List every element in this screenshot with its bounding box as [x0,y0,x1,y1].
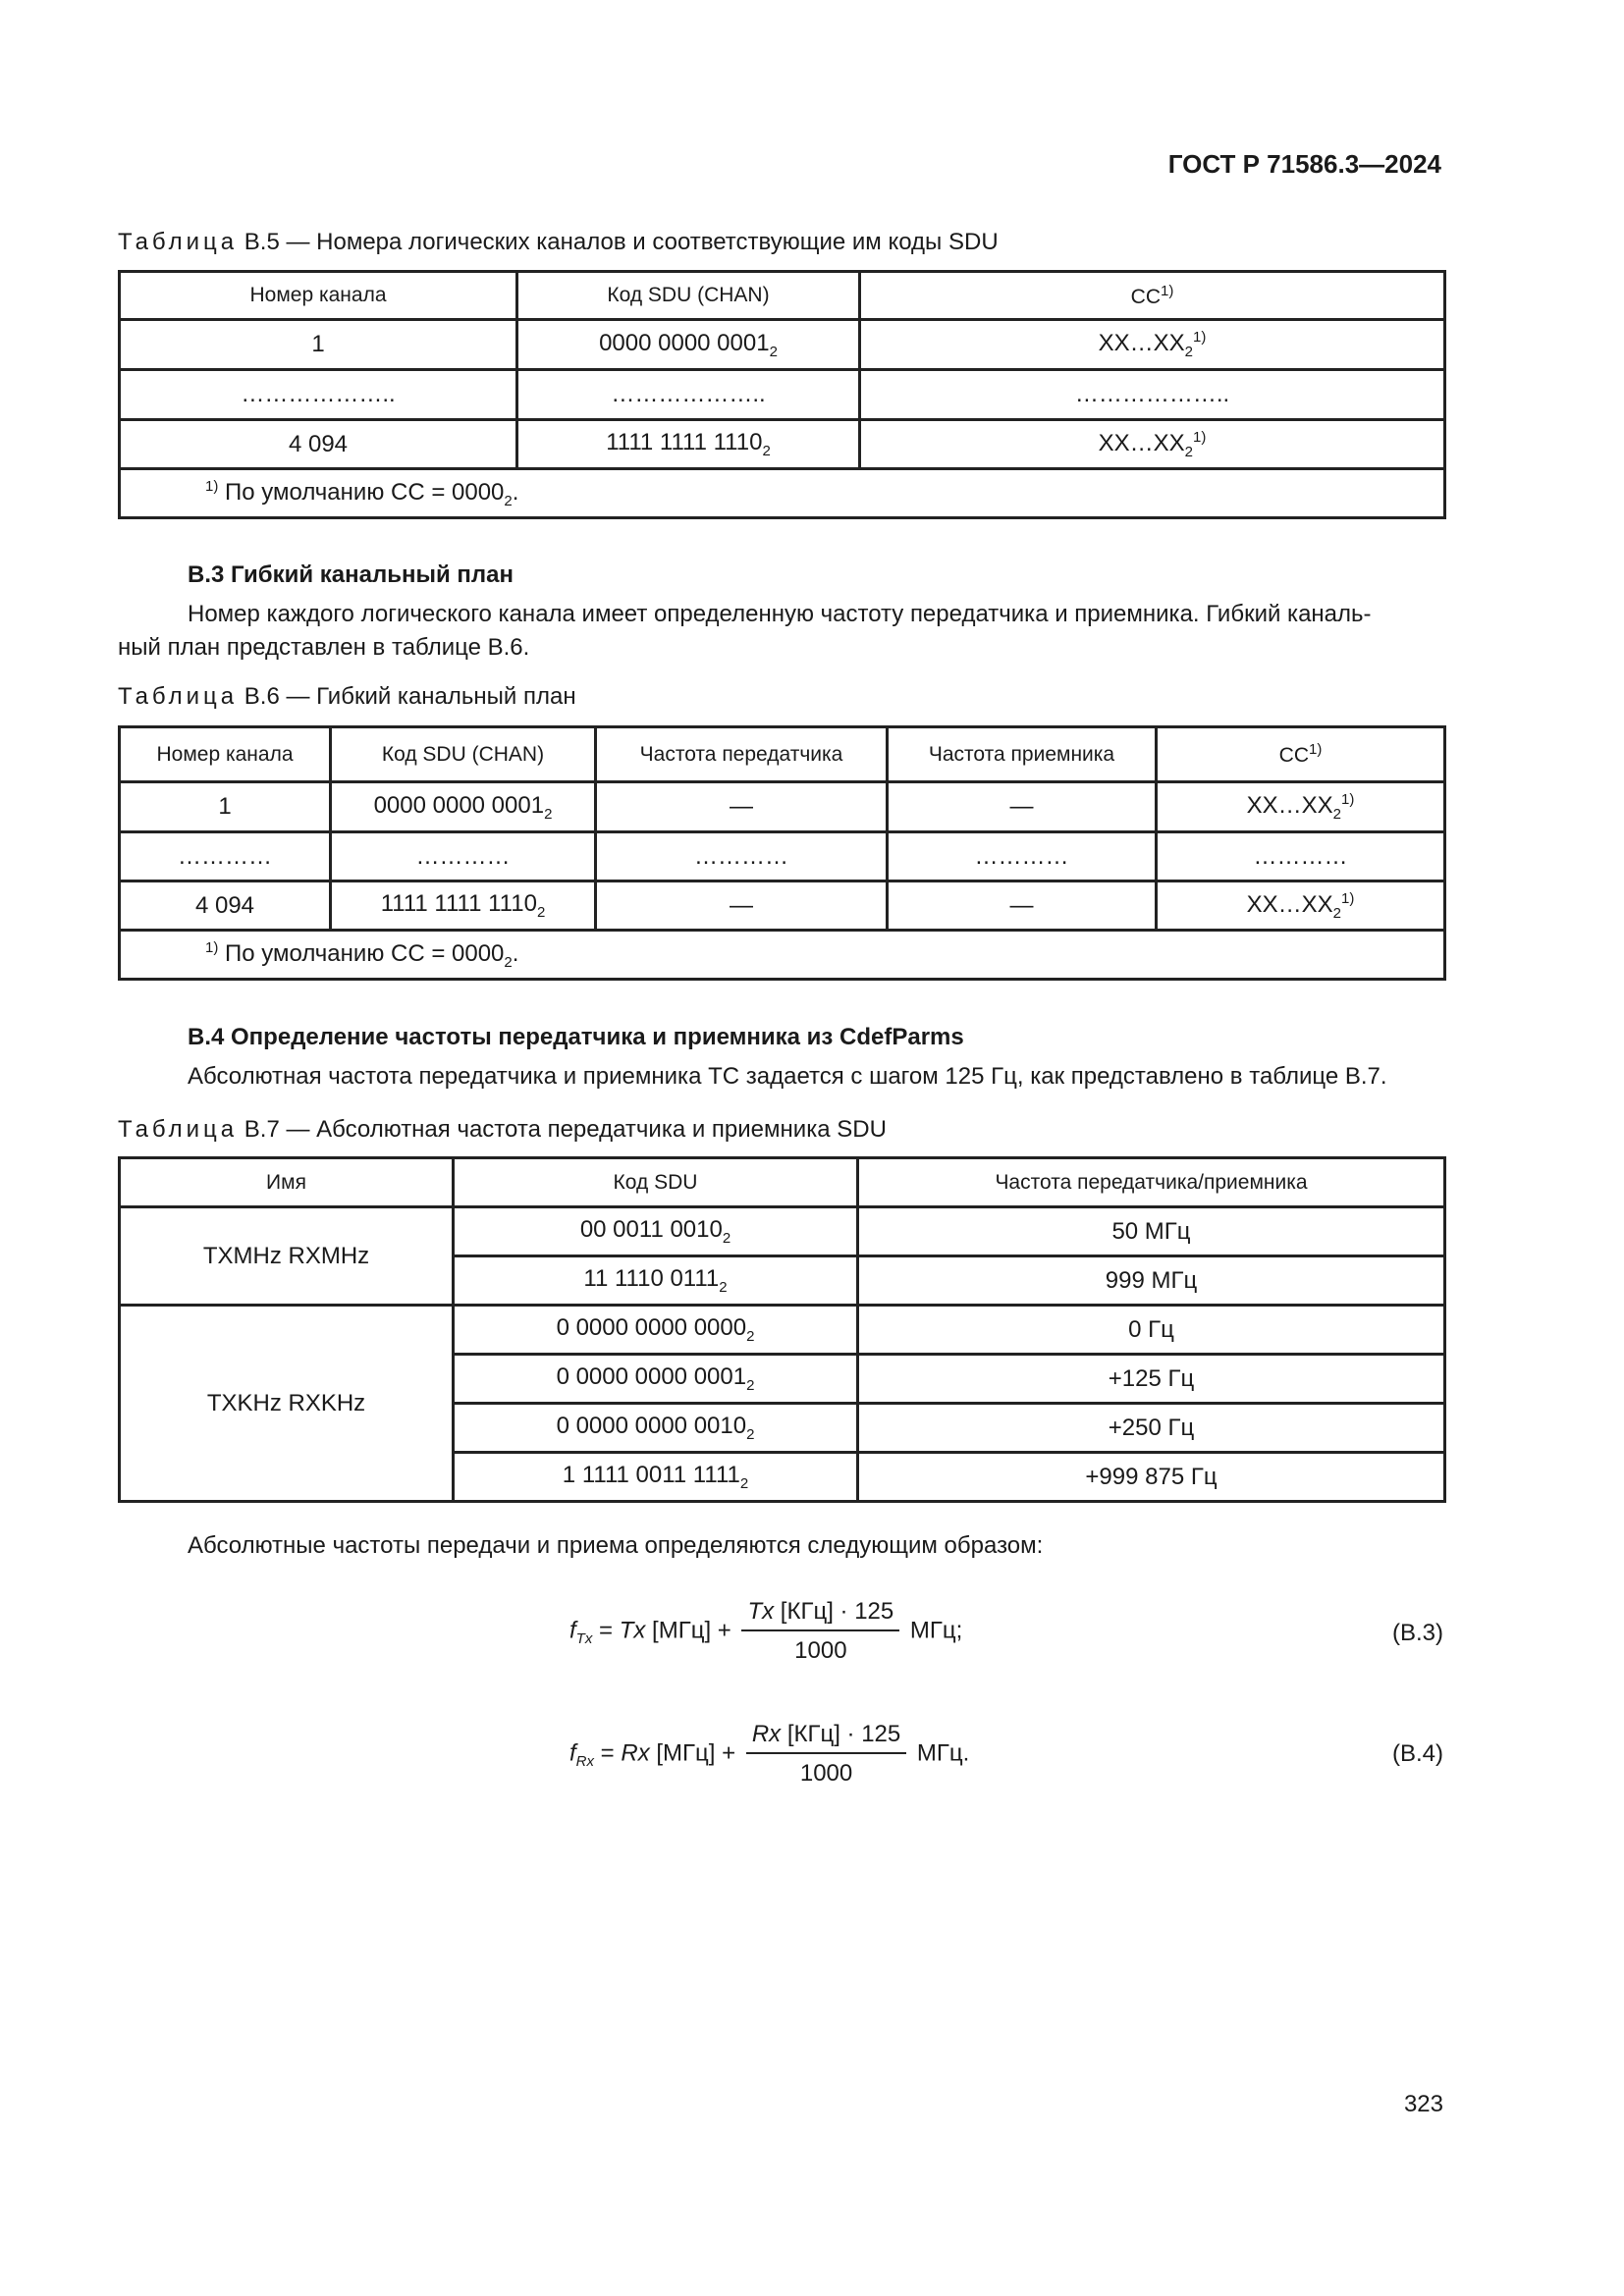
section-title-b4: В.4 Определение частоты передатчика и приемника из CdefParms [188,1024,964,1050]
header-cell: Код SDU [454,1158,858,1207]
tx-freq-cell: — [596,881,888,931]
freq-cell: +250 Гц [858,1404,1445,1453]
equation-number: (В.3) [1391,1620,1443,1646]
table-b7 [118,1156,1446,1503]
channel-cell: 1 [120,782,331,832]
code-cell: 00 0011 $0010_2$ [454,1207,858,1256]
table-header-row [120,727,1445,782]
table-note-row [120,931,1445,980]
table-row [120,1306,1445,1355]
table-note-row [120,469,1445,518]
code-cell: ………… [331,832,596,881]
cc-cell: $XX\dots XX_2^{1)}$ [860,320,1445,370]
fraction: $\frac{\text{Rx [КГц] · 125}}{1000}$ [746,1721,906,1788]
header-cell: Номер канала [120,272,517,320]
table-note: $^{1)}$ По умолчанию CC = $0000_2$. [120,469,1445,518]
table-b6-caption [118,683,576,711]
code-cell: 0 0000 0000 $0001_2$ [454,1355,858,1404]
header-cell: Код SDU (CHAN) [517,272,860,320]
table-row [120,320,1445,370]
formula-b4: $f_{Rx} = Rx$ [МГц] + $\frac{\text{Rx [КГц] · 125}}{1000}$ МГц. [569,1721,970,1787]
header-cell: CC$^{1)}$ [860,272,1445,320]
rx-freq-cell: ………… [888,832,1157,881]
table-row [120,881,1445,931]
page-number: 323 [1403,2091,1443,2117]
code-cell: 0000 0000 $0001_2$ [331,782,596,832]
tx-freq-cell: — [596,782,888,832]
cc-cell: $XX\dots XX_2^{1)}$ [1157,881,1445,931]
cc-cell: ……………….. [860,370,1445,420]
header-cell: CC$^{1)}$ [1157,727,1445,782]
channel-cell: 4 094 [120,881,331,931]
equation-number: (В.4) [1391,1740,1443,1767]
header-cell: Частота приемника [888,727,1157,782]
closing-paragraph: Абсолютные частоты передачи и приема определяются следующим образом: [188,1532,1044,1559]
paragraph-line: ный план представлен в таблице В.6. [118,634,530,661]
code-cell: 0 0000 0000 $0000_2$ [454,1306,858,1355]
code-cell: 11 1110 $0111_2$ [454,1256,858,1306]
rx-freq-cell: — [888,881,1157,931]
fraction: $\frac{\text{Tx [КГц] · 125}}{1000}$ [741,1598,899,1665]
table-b7-caption [118,1116,887,1144]
freq-cell: 50 МГц [858,1207,1445,1256]
table-row [120,832,1445,881]
header-cell: Частота передатчика [596,727,888,782]
caption-text: В.7 — Абсолютная частота передатчика и приемника SDU [238,1116,887,1143]
code-cell: 0000 0000 $0001_2$ [517,320,860,370]
header-cell: Код SDU (CHAN) [331,727,596,782]
table-header-row [120,272,1445,320]
freq-cell: 999 МГц [858,1256,1445,1306]
table-row [120,1207,1445,1256]
cc-cell: ………… [1157,832,1445,881]
code-cell: ……………….. [517,370,860,420]
code-cell: 1111 1111 $1110_2$ [517,420,860,469]
paragraph-line: Номер каждого логического канала имеет определенную частоту передатчика и приемника. Гибкий каналь- [188,601,1372,627]
channel-cell: ……………….. [120,370,517,420]
freq-cell: +999 875 Гц [858,1453,1445,1502]
rx-freq-cell: — [888,782,1157,832]
tx-freq-cell: ………… [596,832,888,881]
channel-cell: ………… [120,832,331,881]
table-b5 [118,270,1446,519]
table-note: $^{1)}$ По умолчанию CC = $0000_2$. [120,931,1445,980]
cc-cell: $XX\dots XX_2^{1)}$ [1157,782,1445,832]
caption-text: В.5 — Номера логических каналов и соответствующие им коды SDU [238,229,999,255]
table-row [120,782,1445,832]
code-cell: 1111 1111 $1110_2$ [331,881,596,931]
section-title-b3: В.3 Гибкий канальный план [188,561,514,588]
name-cell: TXMHz RXMHz [120,1207,454,1306]
cc-cell: $XX\dots XX_2^{1)}$ [860,420,1445,469]
channel-cell: 1 [120,320,517,370]
caption-prefix: Таблица [118,1116,239,1143]
freq-cell: +125 Гц [858,1355,1445,1404]
code-cell: 1 1111 0011 $1111_2$ [454,1453,858,1502]
name-cell: TXKHz RXKHz [120,1306,454,1502]
channel-cell: 4 094 [120,420,517,469]
table-b5-caption [118,229,999,256]
freq-cell: 0 Гц [858,1306,1445,1355]
table-header-row [120,1158,1445,1207]
header-cell: Частота передатчика/приемника [858,1158,1445,1207]
header-cell: Номер канала [120,727,331,782]
paragraph-line: Абсолютная частота передатчика и приемника TC задается с шагом 125 Гц, как представлено в таблице В.7. [188,1063,1387,1090]
caption-text: В.6 — Гибкий канальный план [238,683,576,710]
header-cell: Имя [120,1158,454,1207]
caption-prefix: Таблица [118,683,239,710]
table-row [120,370,1445,420]
standard-header: ГОСТ Р 71586.3—2024 [1167,149,1441,179]
table-row [120,420,1445,469]
formula-b3: $f_{Tx} = Tx$ [МГц] + $\frac{\text{Tx [КГц] · 125}}{1000}$ МГц; [569,1598,963,1664]
table-b6 [118,725,1446,981]
caption-prefix: Таблица [118,229,239,255]
code-cell: 0 0000 0000 $0010_2$ [454,1404,858,1453]
